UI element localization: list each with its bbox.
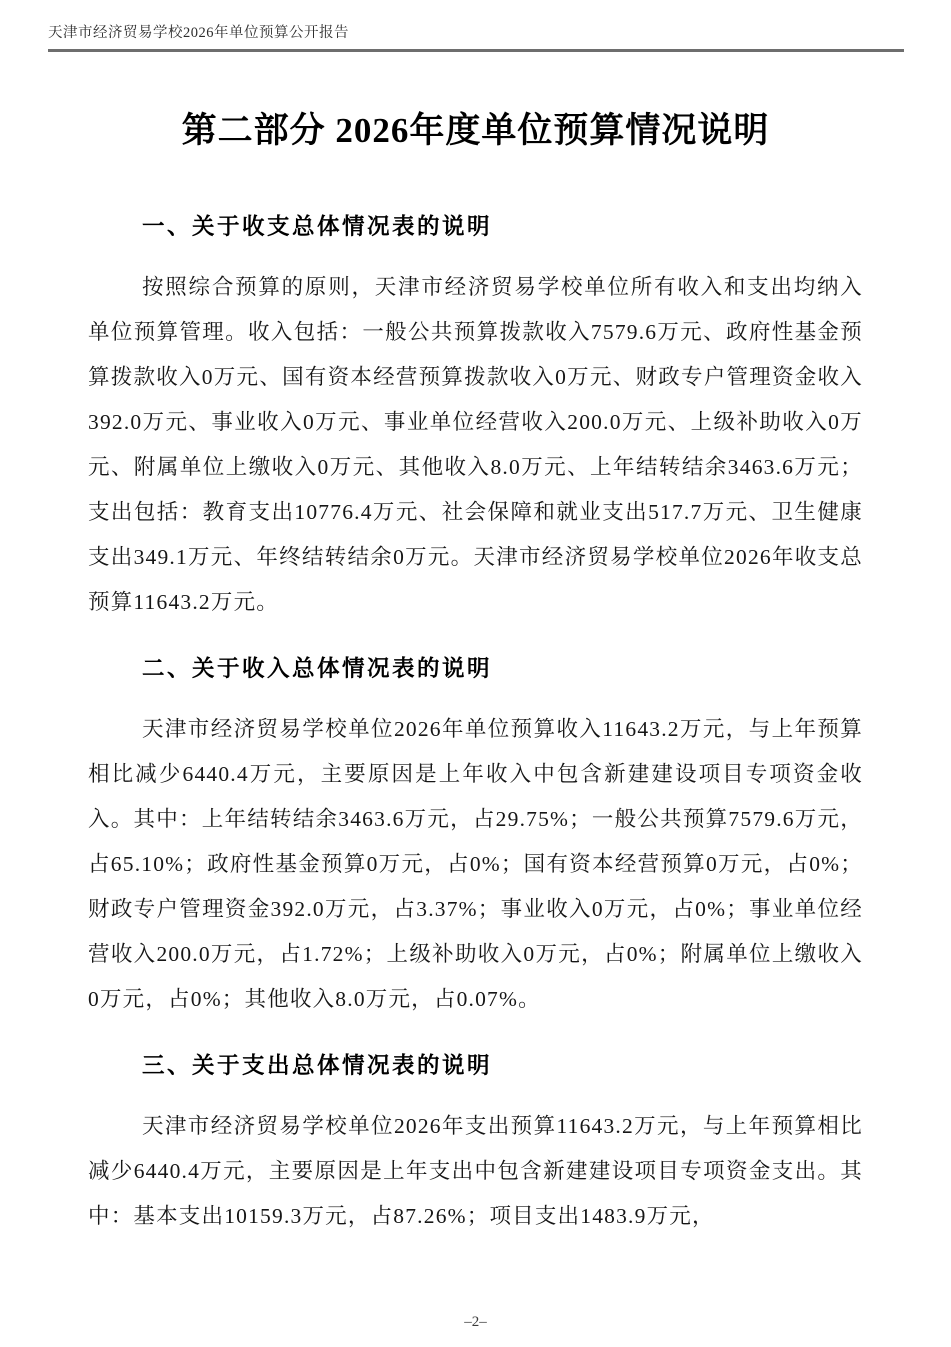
page-number: –2–: [464, 1314, 487, 1330]
section-heading-2: 二、关于收入总体情况表的说明: [142, 656, 493, 681]
document-content: [0, 106, 951, 1239]
header-divider: [48, 49, 904, 52]
document-title: 第二部分 2026年度单位预算情况说明: [181, 111, 770, 150]
page-footer: [0, 1314, 951, 1331]
section-income-overview: [88, 653, 863, 1022]
document-header-title: 天津市经济贸易学校2026年单位预算公开报告: [48, 25, 349, 41]
section-paragraph-1: 按照综合预算的原则，天津市经济贸易学校单位所有收入和支出均纳入单位预算管理。收入包括：一般公共预算拨款收入7579.6万元、政府性基金预算拨款收入0万元、国有资本经营预算拨款收入0万元、财政专户管理资金收入392.0万元、事业收入0万元、事业单位经营收入200.0万元、上级补助收入0万元、附属单位上缴收入0万元、其他收入8.0万元、上年结转结余3463.6万元；支出包括：教育支出10776.4万元、社会保障和就业支出517.7万元、卫生健康支出349.1万元、年终结转结余0万元。天津市经济贸易学校单位2026年收支总预算11643.2万元。: [88, 275, 863, 614]
section-expenditure-overview: [88, 1050, 863, 1239]
section-paragraph-3: 天津市经济贸易学校单位2026年支出预算11643.2万元，与上年预算相比减少6440.4万元，主要原因是上年支出中包含新建建设项目专项资金支出。其中：基本支出10159.3万元，占87.26%；项目支出1483.9万元，: [88, 1114, 863, 1228]
section-overall-balance: [88, 211, 863, 625]
section-paragraph-2: 天津市经济贸易学校单位2026年单位预算收入11643.2万元，与上年预算相比减少6440.4万元，主要原因是上年收入中包含新建建设项目专项资金收入。其中：上年结转结余3463.6万元，占29.75%；一般公共预算7579.6万元，占65.10%；政府性基金预算0万元，占0%；国有资本经营预算0万元，占0%；财政专户管理资金392.0万元，占3.37%；事业收入0万元，占0%；事业单位经营收入200.0万元，占1.72%；上级补助收入0万元，占0%；附属单位上缴收入0万元，占0%；其他收入8.0万元，占0.07%。: [88, 717, 863, 1011]
section-heading-3: 三、关于支出总体情况表的说明: [142, 1053, 493, 1078]
page-header: [0, 0, 951, 52]
section-heading-1: 一、关于收支总体情况表的说明: [142, 214, 493, 239]
